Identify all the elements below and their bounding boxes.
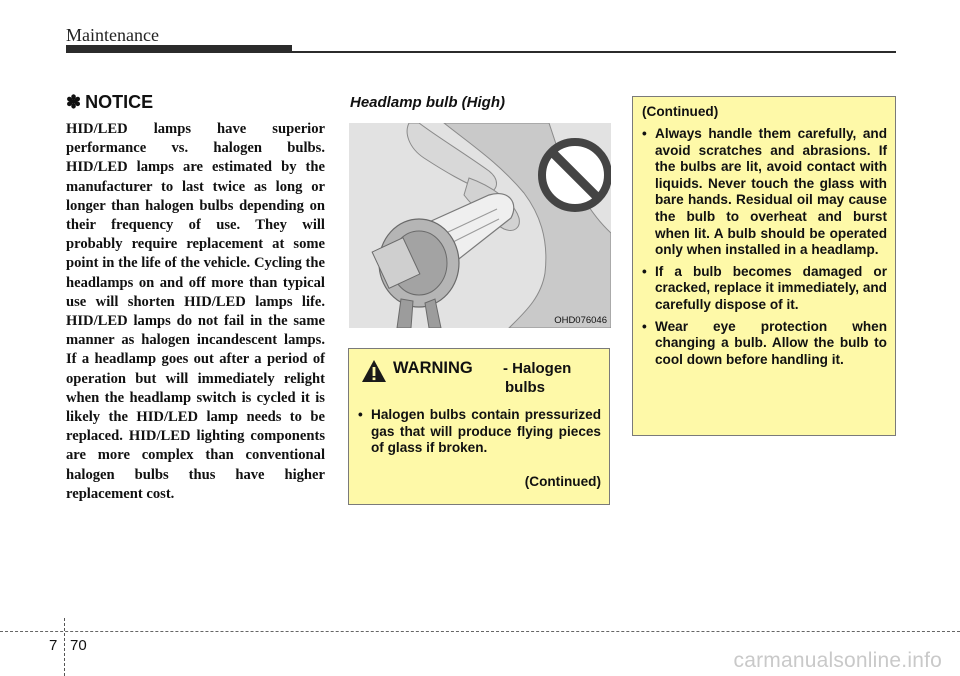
continued-warning-box — [632, 96, 896, 436]
figure-caption: Headlamp bulb (High) — [350, 94, 505, 111]
footer-rule — [0, 631, 960, 632]
warning-triangle-icon — [361, 359, 387, 383]
section-number: 7 — [49, 637, 58, 654]
warning-list — [357, 407, 601, 457]
warning-subtitle-line2: bulbs — [505, 379, 545, 396]
continued-list — [641, 126, 887, 373]
continued-item: • If a bulb becomes damaged or cracked, replace it immediately, and carefully dispose of it. — [641, 264, 887, 314]
notice-body: HID/LED lamps have superior performance vs. halogen bulbs. HID/LED lamps are estimated by the manufacturer to last twice as long or longer than halogen bulbs depending on their frequency of use. They will probably require replacement at some point in the life of the vehicle. Cycling the headlamps on and off more than typical use will shorten HID/LED lamps life. HID/LED lamps do not fail in the same manner as halogen incandescent lamps. If a headlamp goes out after a period of operation but will immediately relight when the headlamp switch is cycled it is likely the HID/LED lamp needs to be replaced. HID/LED lighting components are more complex than conventional halogen bulbs thus have higher replacement cost. — [66, 121, 325, 502]
section-title: Maintenance — [66, 25, 159, 45]
continued-item: • Always handle them carefully, and avoid scratches and abrasions. If the bulbs are lit, avoid contact with liquids. Never touch the glass with bare hands. Residual oil may cause the bulb to overheat and burst when lit. A bulb should be operated only when installed in a headlamp. — [641, 126, 887, 259]
no-touch-prohibition-icon — [535, 135, 611, 215]
warning-box — [348, 348, 610, 505]
headlamp-bulb-figure — [349, 123, 611, 328]
figure-code: OHD076046 — [554, 315, 607, 326]
notice-star-icon: ✽ — [66, 92, 82, 112]
header-bar — [66, 45, 292, 53]
warning-subtitle-line1: - Halogen — [503, 360, 572, 377]
notice-heading — [66, 92, 153, 113]
continued-heading: (Continued) — [642, 104, 719, 119]
footer-divider — [64, 618, 65, 676]
warning-item: • Halogen bulbs contain pressurized gas that will produce flying pieces of glass if broken. — [357, 407, 601, 457]
notice-title: NOTICE — [85, 92, 154, 112]
warning-continued: (Continued) — [524, 474, 601, 489]
watermark: carmanualsonline.info — [733, 649, 942, 672]
continued-item: • Wear eye protection when changing a bulb. Allow the bulb to cool down before handling it. — [641, 319, 887, 369]
header-rule — [292, 51, 896, 53]
warning-label: WARNING — [393, 359, 473, 377]
page-number: 70 — [70, 637, 87, 654]
